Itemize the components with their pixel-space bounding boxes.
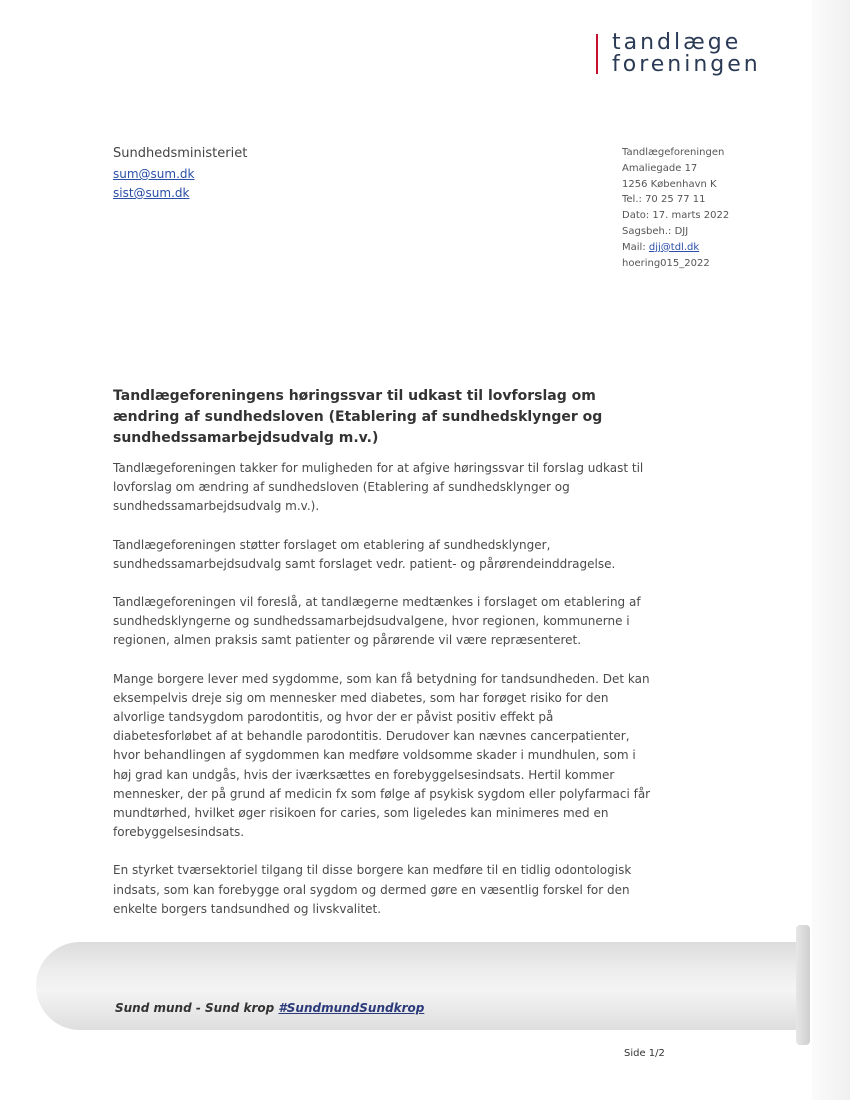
- logo-bar: [596, 34, 598, 74]
- logo: [596, 30, 786, 78]
- sender-mail-row: [622, 240, 729, 256]
- page-number: Side 1/2: [624, 1048, 665, 1059]
- sender-phone: Tel.: 70 25 77 11: [622, 194, 706, 206]
- recipient-block: [113, 146, 247, 203]
- sender-block: [622, 145, 729, 271]
- logo-text-line2: foreningen: [612, 52, 761, 77]
- footer-banner-cap: [796, 925, 810, 1045]
- body-paragraph: Tandlægeforeningen støtter forslaget om etablering af sundhedsklynger, sundhedssamarbejdsudvalg samt forslaget vedr. patient- og pårørendeinddragelse.: [113, 537, 616, 571]
- footer-slogan: [115, 1001, 424, 1015]
- recipient-name: Sundhedsministeriet: [113, 146, 248, 161]
- sender-reference: hoering015_2022: [622, 257, 710, 269]
- sender-mail-link[interactable]: djj@tdl.dk: [648, 241, 700, 253]
- slogan-hashtag[interactable]: #SundmundSundkrop: [278, 1001, 425, 1015]
- recipient-email-link[interactable]: sist@sum.dk: [113, 186, 190, 200]
- recipient-email-link[interactable]: sum@sum.dk: [113, 167, 195, 181]
- body-paragraph: En styrket tværsektoriel tilgang til disse borgere kan medføre til en tidlig odontologisk indsats, som kan forebygge oral sygdom og dermed gøre en væsentlig forskel for den enkelte borgers tandsundhed og livskvalitet.: [113, 863, 632, 916]
- logo-text-line1: tandlæge: [612, 30, 742, 55]
- sender-org: Tandlægeforeningen: [622, 147, 725, 158]
- page-edge: [812, 0, 850, 1100]
- slogan-text: Sund mund - Sund krop: [115, 1001, 279, 1015]
- document-body: [113, 459, 653, 938]
- body-paragraph: Mange borgere lever med sygdomme, som kan få betydning for tandsundheden. Det kan eksempelvis dreje sig om mennesker med diabetes, som har forøget risiko for den alvorlige tandsygdom parodontitis, og hvor der er påvist positiv effekt på diabetesforløbet af at behandle parodontitis. Derudover kan nævnes cancerpatienter, hvor behandlingen af sygdommen kan medføre voldsomme skader i mundhulen, som i høj grad kan undgås, hvis der iværksættes en forebyggelsesindsats. Hertil kommer mennesker, der på grund af medicin fx som følge af psykisk sygdom eller polyfarmaci får mundtørhed, hvilket øger risikoen for caries, som ligeledes kan minimeres med en forebyggelsesindsats.: [113, 671, 651, 840]
- sender-mail-label: Mail:: [622, 241, 649, 253]
- sender-date: Dato: 17. marts 2022: [622, 210, 730, 222]
- footer-banner: [36, 942, 806, 1030]
- body-paragraph: Tandlægeforeningen takker for muligheden for at afgive høringssvar til forslag udkast til lovforslag om ændring af sundhedsloven (Etablering af sundhedsklynger og sundhedssamarbejdsudvalg m.v.).: [113, 461, 644, 514]
- sender-case-handler: Sagsbeh.: DJJ: [622, 225, 689, 237]
- sender-street: Amaliegade 17: [622, 162, 698, 174]
- body-paragraph: Tandlægeforeningen vil foreslå, at tandlægerne medtænkes i forslaget om etablering af sundhedsklyngerne og sundhedssamarbejdsudvalgene, hvor regionen, kommunerne i regionen, almen praksis samt patienter og pårørende vil være repræsenteret.: [113, 595, 641, 648]
- document-title: Tandlægeforeningens høringssvar til udkast til lovforslag om ændring af sundhedsloven (Etablering af sundhedsklynger og sundhedssamarbejdsudvalg m.v.): [113, 388, 603, 446]
- sender-city: 1256 København K: [622, 178, 717, 190]
